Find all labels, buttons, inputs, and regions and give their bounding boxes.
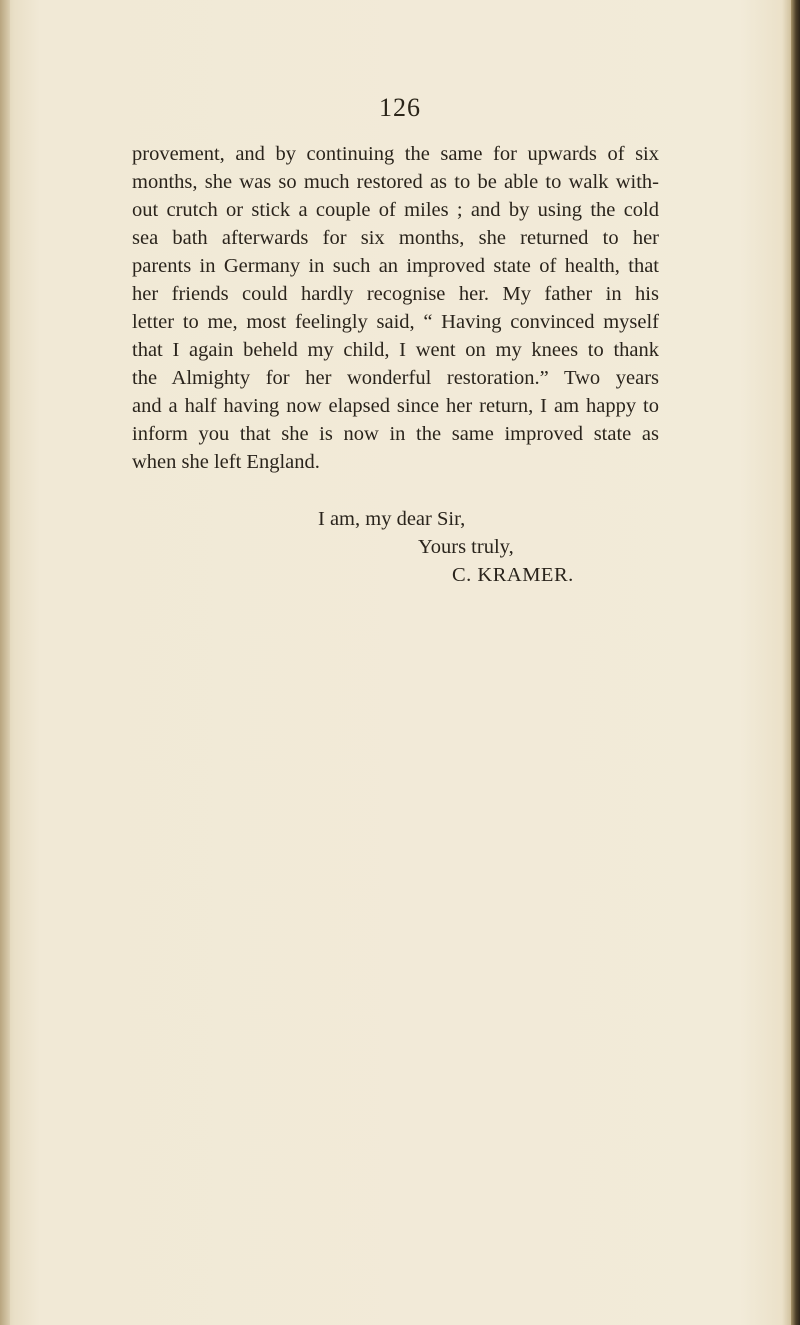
text-line: months, she was so much restored as to be able to walk with- [132,171,659,193]
text-line: out crutch or stick a couple of miles ; and by using the cold [132,199,659,221]
page-binding-edge [0,0,10,1325]
text-line: parents in Germany in such an improved state of health, that [132,255,659,277]
text-line: her friends could hardly recognise her. My father in his [132,283,659,305]
letter-body [132,140,659,476]
closing-salutation: I am, my dear Sir, [318,508,466,530]
text-line: inform you that she is now in the same improved state as [132,423,659,445]
text-line: provement, and by continuing the same for upwards of six [132,143,659,165]
text-line: sea bath afterwards for six months, she returned to her [132,227,659,249]
closing-valediction: Yours truly, [418,536,514,558]
text-line: the Almighty for her wonderful restoration.” Two years [132,367,659,389]
text-line: when she left England. [132,451,320,473]
signature: C. KRAMER. [452,564,574,586]
text-line: that I again beheld my child, I went on my knees to thank [132,339,659,361]
page-outer-edge [791,0,800,1325]
text-line: letter to me, most feelingly said, “ Having convinced myself [132,311,659,333]
page-number: 126 [379,93,421,122]
text-line: and a half having now elapsed since her return, I am happy to [132,395,659,417]
